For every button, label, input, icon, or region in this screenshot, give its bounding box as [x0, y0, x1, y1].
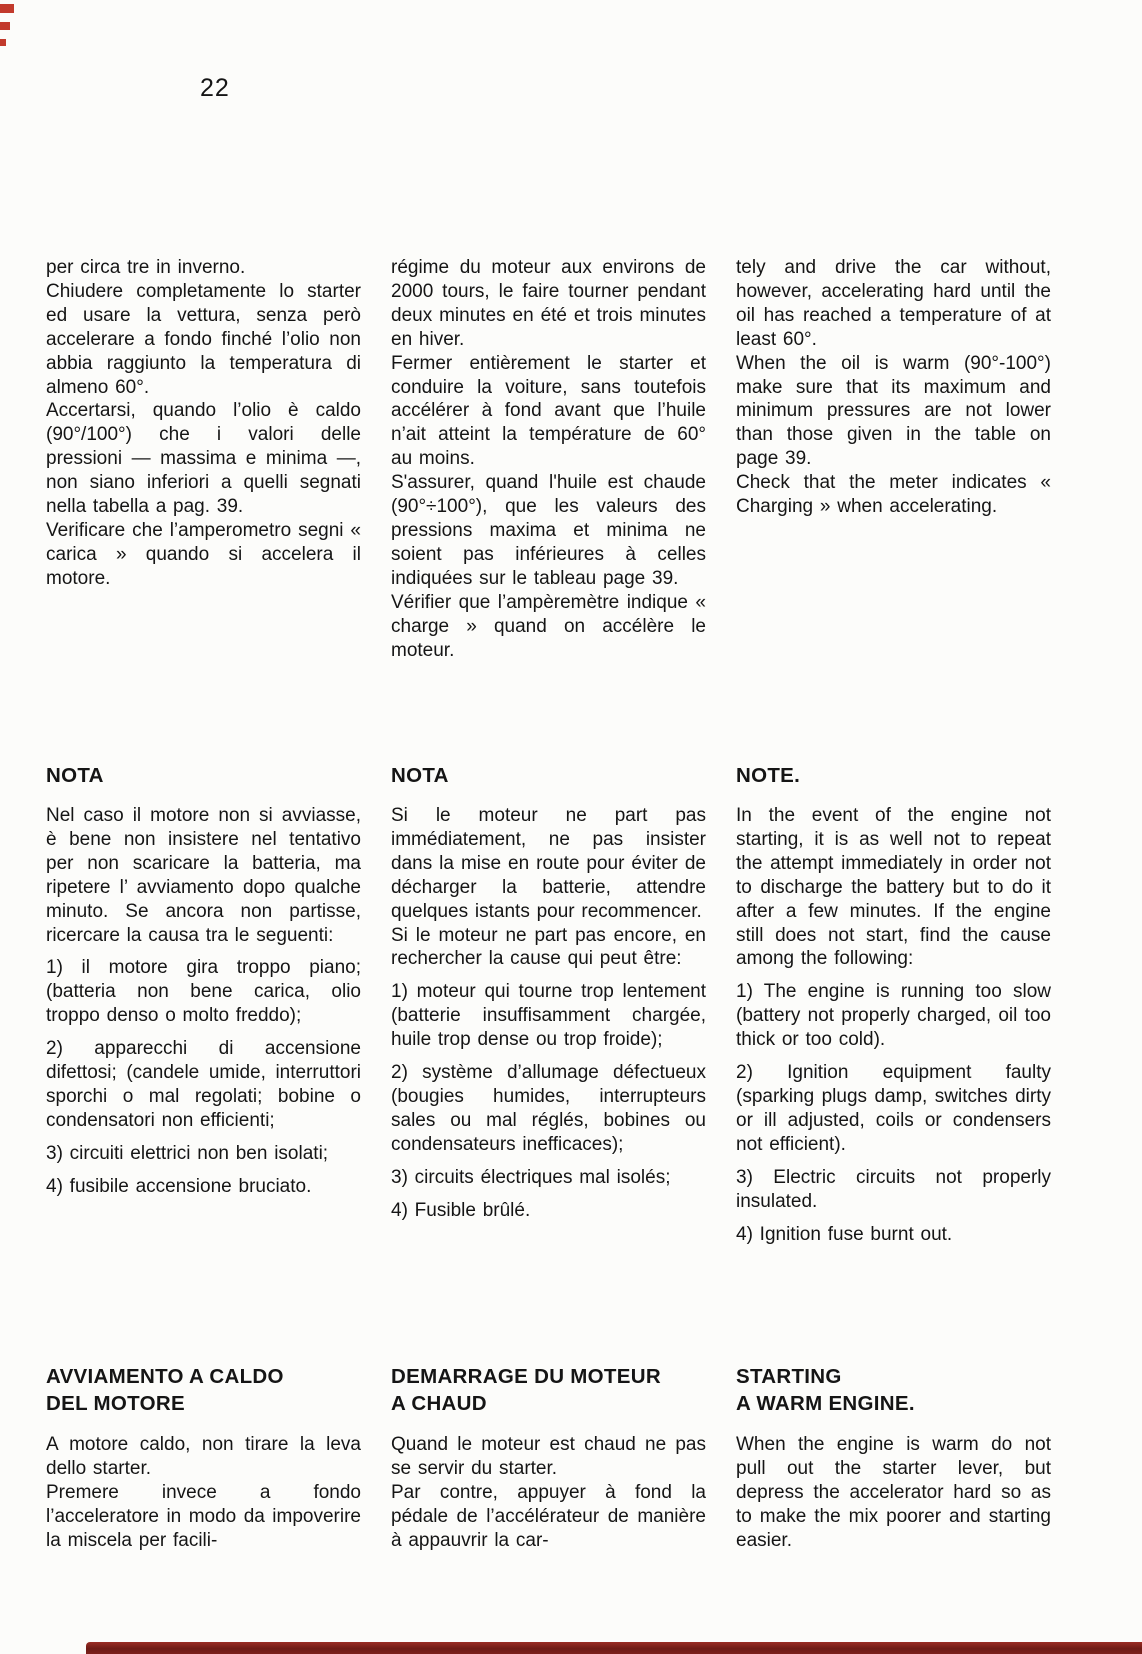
paragraph: S'assurer, quand l'huile est chaude (90°÷100°), que les valeurs des pressions maxima et minima ne soient pas inférieures à celles indiquées sur le tableau page 39. — [391, 472, 706, 589]
paragraph: In the event of the engine not starting, it is as well not to repeat the attempt immediately in order not to discharge the battery but to do it after a few minutes. If the engine still does not start, find the cause among the following: — [736, 805, 1051, 970]
paragraph: Nel caso il motore non si avviasse, è bene non insistere nel tentativo per non scaricare la batteria, ma ripetere l’ avviamento dopo qualche minuto. Se ancora non partisse, ricercare la causa tra le seguenti: — [46, 805, 361, 946]
warm-start-section-french — [391, 1363, 706, 1553]
paragraph: régime du moteur aux environs de 2000 tours, le faire tourner pendant deux minutes en été et trois minutes en hiver. — [391, 257, 706, 350]
note-heading: NOTA — [46, 764, 104, 787]
paragraph: Chiudere completamente lo starter ed usare la vettura, senza però accelerare a fondo finché l’olio non abbia raggiunto la temperatura di almeno 60°. — [46, 280, 361, 398]
list-item: 2) apparecchi di accensione difettosi; (candele umide, interruttori sporchi o mal regolati; bobine o condensatori non efficienti; — [46, 1038, 361, 1131]
red-edge-mark — [0, 22, 10, 30]
list-item: 3) Electric circuits not properly insulated. — [736, 1166, 1051, 1212]
paragraph: Quand le moteur est chaud ne pas se servir du starter. — [391, 1434, 706, 1479]
paragraph: Premere invece a fondo l’acceleratore in modo da impoverire la miscela per facili- — [46, 1481, 361, 1551]
paragraph: Si le moteur ne part pas encore, en rechercher la cause qui peut être: — [391, 924, 706, 970]
paragraph: When the engine is warm do not pull out the starter lever, but depress the accelerator hard so as to make the mix poorer and starting easier. — [736, 1434, 1051, 1551]
paragraph: A motore caldo, non tirare la leva dello starter. — [46, 1434, 361, 1479]
list-item: 2) système d’allumage défectueux (bougies humides, interrupteurs sales ou mal réglés, bobines ou condensateurs inefficaces); — [391, 1062, 706, 1155]
list-item: 1) The engine is running too slow (battery not properly charged, oil too thick or too cold). — [736, 981, 1051, 1051]
list-item: 3) circuits électriques mal isolés; — [391, 1166, 671, 1188]
paragraph: Check that the meter indicates « Charging » when accelerating. — [736, 472, 1051, 518]
note-section-italian — [46, 763, 361, 1363]
section-heading — [391, 1363, 706, 1417]
intro-section-italian — [46, 256, 361, 763]
list-item: 4) fusibile accensione bruciato. — [46, 1175, 312, 1197]
list-item: 4) Fusible brûlé. — [391, 1199, 531, 1221]
section-heading — [46, 1363, 361, 1417]
note-heading: NOTE. — [736, 764, 801, 787]
list-item: 1) moteur qui tourne trop lentement (batterie insuffisamment chargée, huile trop dense ou trop froide); — [391, 981, 706, 1051]
heading-line: A CHAUD — [391, 1392, 487, 1415]
section-heading — [736, 1363, 1051, 1417]
three-column-text — [46, 256, 1051, 1553]
heading-line: STARTING — [736, 1365, 842, 1388]
scan-artifact-bottom-band — [86, 1642, 1142, 1654]
list-item: 4) Ignition fuse burnt out. — [736, 1223, 953, 1245]
intro-section-french — [391, 256, 706, 763]
paragraph: Accertarsi, quando l’olio è caldo (90°/100°) che i valori delle pressioni — massima e minima —, non siano inferiori a quelli segnati nella tabella a pag. 39. — [46, 400, 361, 518]
paragraph: per circa tre in inverno. — [46, 257, 246, 278]
scan-artifact-top-edge — [0, 4, 14, 55]
intro-section-english — [736, 256, 1051, 763]
note-section-english — [736, 763, 1051, 1363]
paragraph: tely and drive the car without, however, accelerating hard until the oil has reached a temperature of at least 60°. — [736, 257, 1051, 350]
page-number: 22 — [200, 74, 230, 102]
paragraph: Vérifier que l’ampèremètre indique « charge » quand on accélère le moteur. — [391, 591, 706, 661]
note-section-french — [391, 763, 706, 1363]
warm-start-section-italian — [46, 1363, 361, 1553]
list-item: 2) Ignition equipment faulty (sparking plugs damp, switches dirty or ill adjusted, coils or condensers not efficient). — [736, 1062, 1051, 1155]
heading-line: AVVIAMENTO A CALDO — [46, 1365, 284, 1388]
red-edge-mark — [0, 39, 6, 46]
heading-line: A WARM ENGINE. — [736, 1392, 915, 1415]
heading-line: DEL MOTORE — [46, 1392, 185, 1415]
red-edge-mark — [0, 4, 14, 13]
paragraph: Fermer entièrement le starter et conduire la voiture, sans toutefois accélérer à fond avant que l’huile n’ait atteint la température de 60° au moins. — [391, 352, 706, 470]
heading-line: DEMARRAGE DU MOTEUR — [391, 1365, 661, 1388]
paragraph: Verificare che l’amperometro segni « carica » quando si accelera il motore. — [46, 519, 361, 589]
paragraph: When the oil is warm (90°-100°) make sure that its maximum and minimum pressures are not lower than those given in the table on page 39. — [736, 352, 1051, 470]
warm-start-section-english — [736, 1363, 1051, 1553]
list-item: 1) il motore gira troppo piano; (batteria non bene carica, olio troppo denso o molto freddo); — [46, 957, 361, 1027]
note-heading: NOTA — [391, 764, 449, 787]
paragraph: Si le moteur ne part pas immédiatement, ne pas insister dans la mise en route pour éviter de décharger la batterie, attendre quelques istants pour recommencer. — [391, 805, 706, 922]
paragraph: Par contre, appuyer à fond la pédale de l’accélérateur de manière à appauvrir la car- — [391, 1481, 706, 1551]
list-item: 3) circuiti elettrici non ben isolati; — [46, 1142, 329, 1164]
